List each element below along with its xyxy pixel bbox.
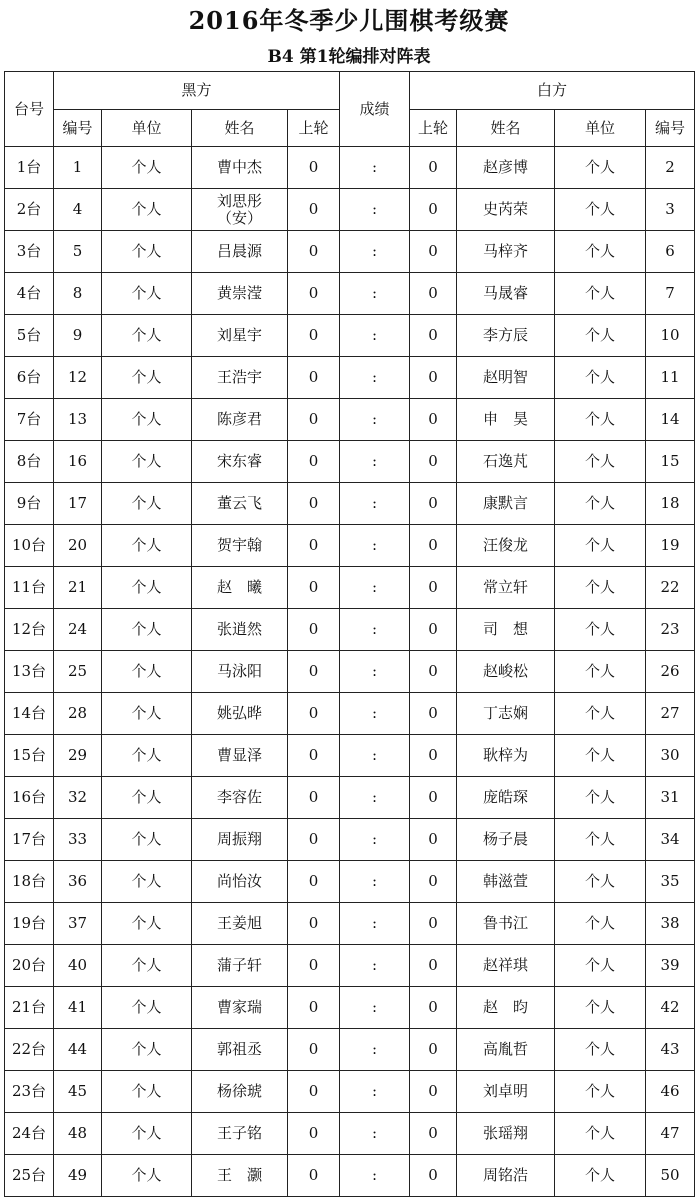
black-name-cell: 姚弘晔 [192, 693, 288, 735]
white-prev-round-cell: 0 [410, 315, 457, 357]
white-name-cell: 赵 昀 [457, 987, 555, 1029]
black-prev-round-cell: 0 [288, 987, 340, 1029]
result-cell: : [340, 189, 410, 231]
table-no-cell: 11台 [5, 567, 54, 609]
result-cell: : [340, 441, 410, 483]
white-prev-round-cell: 0 [410, 399, 457, 441]
white-number-cell: 15 [646, 441, 695, 483]
black-name-cell: 赵 曦 [192, 567, 288, 609]
black-prev-round-cell: 0 [288, 903, 340, 945]
black-unit-cell: 个人 [102, 945, 192, 987]
white-prev-round-cell: 0 [410, 819, 457, 861]
table-row [5, 1155, 695, 1197]
table-row [5, 273, 695, 315]
black-unit-cell: 个人 [102, 441, 192, 483]
black-unit-cell: 个人 [102, 357, 192, 399]
white-unit-cell: 个人 [555, 609, 646, 651]
table-row [5, 357, 695, 399]
table-no-cell: 17台 [5, 819, 54, 861]
table-no-cell: 16台 [5, 777, 54, 819]
black-unit-cell: 个人 [102, 609, 192, 651]
black-unit-cell: 个人 [102, 147, 192, 189]
black-number-cell: 48 [54, 1113, 102, 1155]
black-number-cell: 37 [54, 903, 102, 945]
black-unit-cell: 个人 [102, 189, 192, 231]
white-prev-round-cell: 0 [410, 1029, 457, 1071]
table-no-cell: 1台 [5, 147, 54, 189]
black-prev-round-cell: 0 [288, 777, 340, 819]
black-name-cell: 吕晨源 [192, 231, 288, 273]
black-name-cell: 王浩宇 [192, 357, 288, 399]
table-no-cell: 6台 [5, 357, 54, 399]
black-number-cell: 44 [54, 1029, 102, 1071]
black-name-cell: 刘思彤 （安） [192, 189, 288, 231]
table-row [5, 1071, 695, 1113]
black-number-cell: 4 [54, 189, 102, 231]
white-name-cell: 赵彦博 [457, 147, 555, 189]
black-prev-round-cell: 0 [288, 399, 340, 441]
black-name-cell: 黄崇滢 [192, 273, 288, 315]
table-row [5, 1113, 695, 1155]
black-unit-cell: 个人 [102, 483, 192, 525]
white-name-cell: 杨子晨 [457, 819, 555, 861]
black-prev-round-cell: 0 [288, 819, 340, 861]
black-name-cell: 蒲子轩 [192, 945, 288, 987]
table-no-cell: 10台 [5, 525, 54, 567]
black-prev-round-cell: 0 [288, 483, 340, 525]
black-unit-cell: 个人 [102, 399, 192, 441]
white-prev-round-cell: 0 [410, 735, 457, 777]
white-number-cell: 31 [646, 777, 695, 819]
white-prev-round-cell: 0 [410, 987, 457, 1029]
white-name-cell: 高胤哲 [457, 1029, 555, 1071]
black-prev-round-cell: 0 [288, 357, 340, 399]
black-number-cell: 36 [54, 861, 102, 903]
pairing-rows [5, 147, 695, 1197]
white-name-cell: 司 想 [457, 609, 555, 651]
white-prev-round-cell: 0 [410, 189, 457, 231]
result-cell: : [340, 567, 410, 609]
black-number-cell: 9 [54, 315, 102, 357]
white-name-cell: 常立轩 [457, 567, 555, 609]
header-white-number: 编号 [646, 110, 695, 147]
white-number-cell: 38 [646, 903, 695, 945]
table-row [5, 441, 695, 483]
black-name-cell: 郭祖丞 [192, 1029, 288, 1071]
black-prev-round-cell: 0 [288, 609, 340, 651]
white-prev-round-cell: 0 [410, 1113, 457, 1155]
table-no-cell: 22台 [5, 1029, 54, 1071]
black-name-cell: 董云飞 [192, 483, 288, 525]
white-unit-cell: 个人 [555, 525, 646, 567]
black-name-cell: 王姜旭 [192, 903, 288, 945]
white-prev-round-cell: 0 [410, 231, 457, 273]
table-no-cell: 25台 [5, 1155, 54, 1197]
white-prev-round-cell: 0 [410, 357, 457, 399]
black-number-cell: 41 [54, 987, 102, 1029]
white-unit-cell: 个人 [555, 189, 646, 231]
white-prev-round-cell: 0 [410, 903, 457, 945]
black-number-cell: 33 [54, 819, 102, 861]
table-row [5, 483, 695, 525]
black-number-cell: 28 [54, 693, 102, 735]
header-black-unit: 单位 [102, 110, 192, 147]
table-row [5, 819, 695, 861]
black-prev-round-cell: 0 [288, 861, 340, 903]
black-name-cell: 刘星宇 [192, 315, 288, 357]
white-name-cell: 汪俊龙 [457, 525, 555, 567]
white-unit-cell: 个人 [555, 1029, 646, 1071]
black-number-cell: 49 [54, 1155, 102, 1197]
table-row [5, 777, 695, 819]
white-number-cell: 22 [646, 567, 695, 609]
page-title: 2016年冬季少儿围棋考级赛 [188, 6, 510, 35]
white-prev-round-cell: 0 [410, 483, 457, 525]
white-prev-round-cell: 0 [410, 441, 457, 483]
black-prev-round-cell: 0 [288, 441, 340, 483]
result-cell: : [340, 987, 410, 1029]
result-cell: : [340, 819, 410, 861]
table-no-cell: 14台 [5, 693, 54, 735]
table-no-cell: 4台 [5, 273, 54, 315]
black-unit-cell: 个人 [102, 1113, 192, 1155]
table-row [5, 945, 695, 987]
black-name-cell: 王 灏 [192, 1155, 288, 1197]
table-no-cell: 12台 [5, 609, 54, 651]
black-prev-round-cell: 0 [288, 189, 340, 231]
result-cell: : [340, 1029, 410, 1071]
header-result: 成绩 [340, 72, 410, 147]
table-row [5, 861, 695, 903]
result-cell: : [340, 609, 410, 651]
black-name-cell: 杨徐琥 [192, 1071, 288, 1113]
black-prev-round-cell: 0 [288, 945, 340, 987]
white-unit-cell: 个人 [555, 273, 646, 315]
result-cell: : [340, 1155, 410, 1197]
white-number-cell: 14 [646, 399, 695, 441]
black-unit-cell: 个人 [102, 693, 192, 735]
white-unit-cell: 个人 [555, 147, 646, 189]
white-unit-cell: 个人 [555, 693, 646, 735]
black-name-cell: 张逍然 [192, 609, 288, 651]
result-cell: : [340, 777, 410, 819]
white-number-cell: 30 [646, 735, 695, 777]
white-prev-round-cell: 0 [410, 1155, 457, 1197]
header-black-prev-round: 上轮 [288, 110, 340, 147]
white-number-cell: 27 [646, 693, 695, 735]
white-name-cell: 康默言 [457, 483, 555, 525]
black-prev-round-cell: 0 [288, 1155, 340, 1197]
black-name-cell: 李容佐 [192, 777, 288, 819]
black-name-cell: 马泳阳 [192, 651, 288, 693]
table-row [5, 987, 695, 1029]
table-no-cell: 3台 [5, 231, 54, 273]
table-row [5, 693, 695, 735]
white-number-cell: 34 [646, 819, 695, 861]
white-number-cell: 46 [646, 1071, 695, 1113]
black-unit-cell: 个人 [102, 1155, 192, 1197]
white-prev-round-cell: 0 [410, 273, 457, 315]
white-name-cell: 李方辰 [457, 315, 555, 357]
white-number-cell: 42 [646, 987, 695, 1029]
white-number-cell: 50 [646, 1155, 695, 1197]
white-number-cell: 10 [646, 315, 695, 357]
black-number-cell: 8 [54, 273, 102, 315]
black-unit-cell: 个人 [102, 987, 192, 1029]
white-prev-round-cell: 0 [410, 651, 457, 693]
black-number-cell: 16 [54, 441, 102, 483]
table-no-cell: 2台 [5, 189, 54, 231]
black-name-cell: 尚怡汝 [192, 861, 288, 903]
white-unit-cell: 个人 [555, 399, 646, 441]
table-no-cell: 23台 [5, 1071, 54, 1113]
result-cell: : [340, 273, 410, 315]
black-prev-round-cell: 0 [288, 693, 340, 735]
result-cell: : [340, 525, 410, 567]
white-unit-cell: 个人 [555, 1113, 646, 1155]
black-number-cell: 12 [54, 357, 102, 399]
black-number-cell: 29 [54, 735, 102, 777]
table-row [5, 231, 695, 273]
black-name-cell: 周振翔 [192, 819, 288, 861]
white-number-cell: 6 [646, 231, 695, 273]
white-prev-round-cell: 0 [410, 525, 457, 567]
black-name-cell: 贺宇翰 [192, 525, 288, 567]
white-prev-round-cell: 0 [410, 609, 457, 651]
white-unit-cell: 个人 [555, 357, 646, 399]
white-unit-cell: 个人 [555, 567, 646, 609]
table-row [5, 147, 695, 189]
table-no-cell: 5台 [5, 315, 54, 357]
white-prev-round-cell: 0 [410, 147, 457, 189]
header-black: 黑方 [54, 72, 340, 110]
table-no-cell: 9台 [5, 483, 54, 525]
result-cell: : [340, 903, 410, 945]
black-number-cell: 1 [54, 147, 102, 189]
white-name-cell: 史芮荣 [457, 189, 555, 231]
white-unit-cell: 个人 [555, 651, 646, 693]
black-name-cell: 曹显泽 [192, 735, 288, 777]
header-white-prev-round: 上轮 [410, 110, 457, 147]
table-no-cell: 21台 [5, 987, 54, 1029]
black-unit-cell: 个人 [102, 567, 192, 609]
table-row [5, 399, 695, 441]
white-prev-round-cell: 0 [410, 693, 457, 735]
black-prev-round-cell: 0 [288, 273, 340, 315]
black-unit-cell: 个人 [102, 777, 192, 819]
result-cell: : [340, 483, 410, 525]
result-cell: : [340, 357, 410, 399]
white-number-cell: 47 [646, 1113, 695, 1155]
result-cell: : [340, 315, 410, 357]
white-unit-cell: 个人 [555, 1155, 646, 1197]
white-unit-cell: 个人 [555, 441, 646, 483]
black-prev-round-cell: 0 [288, 1113, 340, 1155]
white-unit-cell: 个人 [555, 987, 646, 1029]
header-row-top [5, 72, 695, 110]
black-prev-round-cell: 0 [288, 1029, 340, 1071]
table-no-cell: 18台 [5, 861, 54, 903]
table-row [5, 651, 695, 693]
white-prev-round-cell: 0 [410, 861, 457, 903]
black-name-cell: 陈彦君 [192, 399, 288, 441]
black-unit-cell: 个人 [102, 1071, 192, 1113]
white-name-cell: 马梓齐 [457, 231, 555, 273]
black-number-cell: 21 [54, 567, 102, 609]
white-unit-cell: 个人 [555, 315, 646, 357]
table-row [5, 1029, 695, 1071]
result-cell: : [340, 693, 410, 735]
white-name-cell: 鲁书江 [457, 903, 555, 945]
black-unit-cell: 个人 [102, 819, 192, 861]
black-unit-cell: 个人 [102, 903, 192, 945]
result-cell: : [340, 861, 410, 903]
table-row [5, 903, 695, 945]
white-name-cell: 韩滋萱 [457, 861, 555, 903]
black-name-cell: 曹家瑞 [192, 987, 288, 1029]
table-no-cell: 15台 [5, 735, 54, 777]
white-prev-round-cell: 0 [410, 777, 457, 819]
header-table-no: 台号 [5, 72, 54, 147]
white-name-cell: 赵祥琪 [457, 945, 555, 987]
result-cell: : [340, 651, 410, 693]
result-cell: : [340, 1113, 410, 1155]
header-black-name: 姓名 [192, 110, 288, 147]
table-row [5, 567, 695, 609]
white-name-cell: 赵峻松 [457, 651, 555, 693]
black-unit-cell: 个人 [102, 651, 192, 693]
table-row [5, 735, 695, 777]
header-white-name: 姓名 [457, 110, 555, 147]
black-prev-round-cell: 0 [288, 651, 340, 693]
table-row [5, 315, 695, 357]
black-prev-round-cell: 0 [288, 1071, 340, 1113]
black-number-cell: 20 [54, 525, 102, 567]
table-no-cell: 7台 [5, 399, 54, 441]
black-unit-cell: 个人 [102, 1029, 192, 1071]
white-number-cell: 35 [646, 861, 695, 903]
page-subtitle: B4 第1轮编排对阵表 [267, 47, 431, 67]
black-prev-round-cell: 0 [288, 231, 340, 273]
black-prev-round-cell: 0 [288, 567, 340, 609]
black-name-cell: 宋东睿 [192, 441, 288, 483]
white-number-cell: 11 [646, 357, 695, 399]
white-name-cell: 刘卓明 [457, 1071, 555, 1113]
white-name-cell: 赵明智 [457, 357, 555, 399]
black-number-cell: 17 [54, 483, 102, 525]
black-unit-cell: 个人 [102, 735, 192, 777]
header-white: 白方 [410, 72, 695, 110]
result-cell: : [340, 147, 410, 189]
black-prev-round-cell: 0 [288, 735, 340, 777]
result-cell: : [340, 945, 410, 987]
black-name-cell: 曹中杰 [192, 147, 288, 189]
result-cell: : [340, 735, 410, 777]
table-row [5, 525, 695, 567]
black-number-cell: 13 [54, 399, 102, 441]
white-number-cell: 7 [646, 273, 695, 315]
black-number-cell: 24 [54, 609, 102, 651]
white-number-cell: 23 [646, 609, 695, 651]
result-cell: : [340, 231, 410, 273]
black-prev-round-cell: 0 [288, 525, 340, 567]
black-prev-round-cell: 0 [288, 147, 340, 189]
white-name-cell: 周铭浩 [457, 1155, 555, 1197]
table-row [5, 189, 695, 231]
white-unit-cell: 个人 [555, 231, 646, 273]
table-no-cell: 13台 [5, 651, 54, 693]
header-black-number: 编号 [54, 110, 102, 147]
white-number-cell: 18 [646, 483, 695, 525]
table-no-cell: 19台 [5, 903, 54, 945]
white-unit-cell: 个人 [555, 735, 646, 777]
white-unit-cell: 个人 [555, 903, 646, 945]
white-name-cell: 张瑶翔 [457, 1113, 555, 1155]
table-no-cell: 20台 [5, 945, 54, 987]
white-number-cell: 26 [646, 651, 695, 693]
result-cell: : [340, 1071, 410, 1113]
white-number-cell: 3 [646, 189, 695, 231]
black-number-cell: 32 [54, 777, 102, 819]
header-white-unit: 单位 [555, 110, 646, 147]
white-name-cell: 申 昊 [457, 399, 555, 441]
white-prev-round-cell: 0 [410, 1071, 457, 1113]
white-name-cell: 耿梓为 [457, 735, 555, 777]
table-row [5, 609, 695, 651]
white-number-cell: 2 [646, 147, 695, 189]
black-number-cell: 45 [54, 1071, 102, 1113]
black-unit-cell: 个人 [102, 231, 192, 273]
white-number-cell: 43 [646, 1029, 695, 1071]
white-name-cell: 庞皓琛 [457, 777, 555, 819]
black-number-cell: 25 [54, 651, 102, 693]
black-name-cell: 王子铭 [192, 1113, 288, 1155]
black-unit-cell: 个人 [102, 525, 192, 567]
white-unit-cell: 个人 [555, 1071, 646, 1113]
table-no-cell: 24台 [5, 1113, 54, 1155]
result-cell: : [340, 399, 410, 441]
black-unit-cell: 个人 [102, 861, 192, 903]
white-prev-round-cell: 0 [410, 945, 457, 987]
white-name-cell: 石逸芃 [457, 441, 555, 483]
white-name-cell: 丁志娴 [457, 693, 555, 735]
white-prev-round-cell: 0 [410, 567, 457, 609]
white-name-cell: 马晟睿 [457, 273, 555, 315]
white-unit-cell: 个人 [555, 483, 646, 525]
white-unit-cell: 个人 [555, 945, 646, 987]
black-unit-cell: 个人 [102, 315, 192, 357]
black-unit-cell: 个人 [102, 273, 192, 315]
white-number-cell: 39 [646, 945, 695, 987]
black-number-cell: 5 [54, 231, 102, 273]
pairing-table [4, 71, 695, 1197]
black-number-cell: 40 [54, 945, 102, 987]
white-unit-cell: 个人 [555, 819, 646, 861]
black-prev-round-cell: 0 [288, 315, 340, 357]
table-no-cell: 8台 [5, 441, 54, 483]
white-unit-cell: 个人 [555, 777, 646, 819]
white-unit-cell: 个人 [555, 861, 646, 903]
white-number-cell: 19 [646, 525, 695, 567]
